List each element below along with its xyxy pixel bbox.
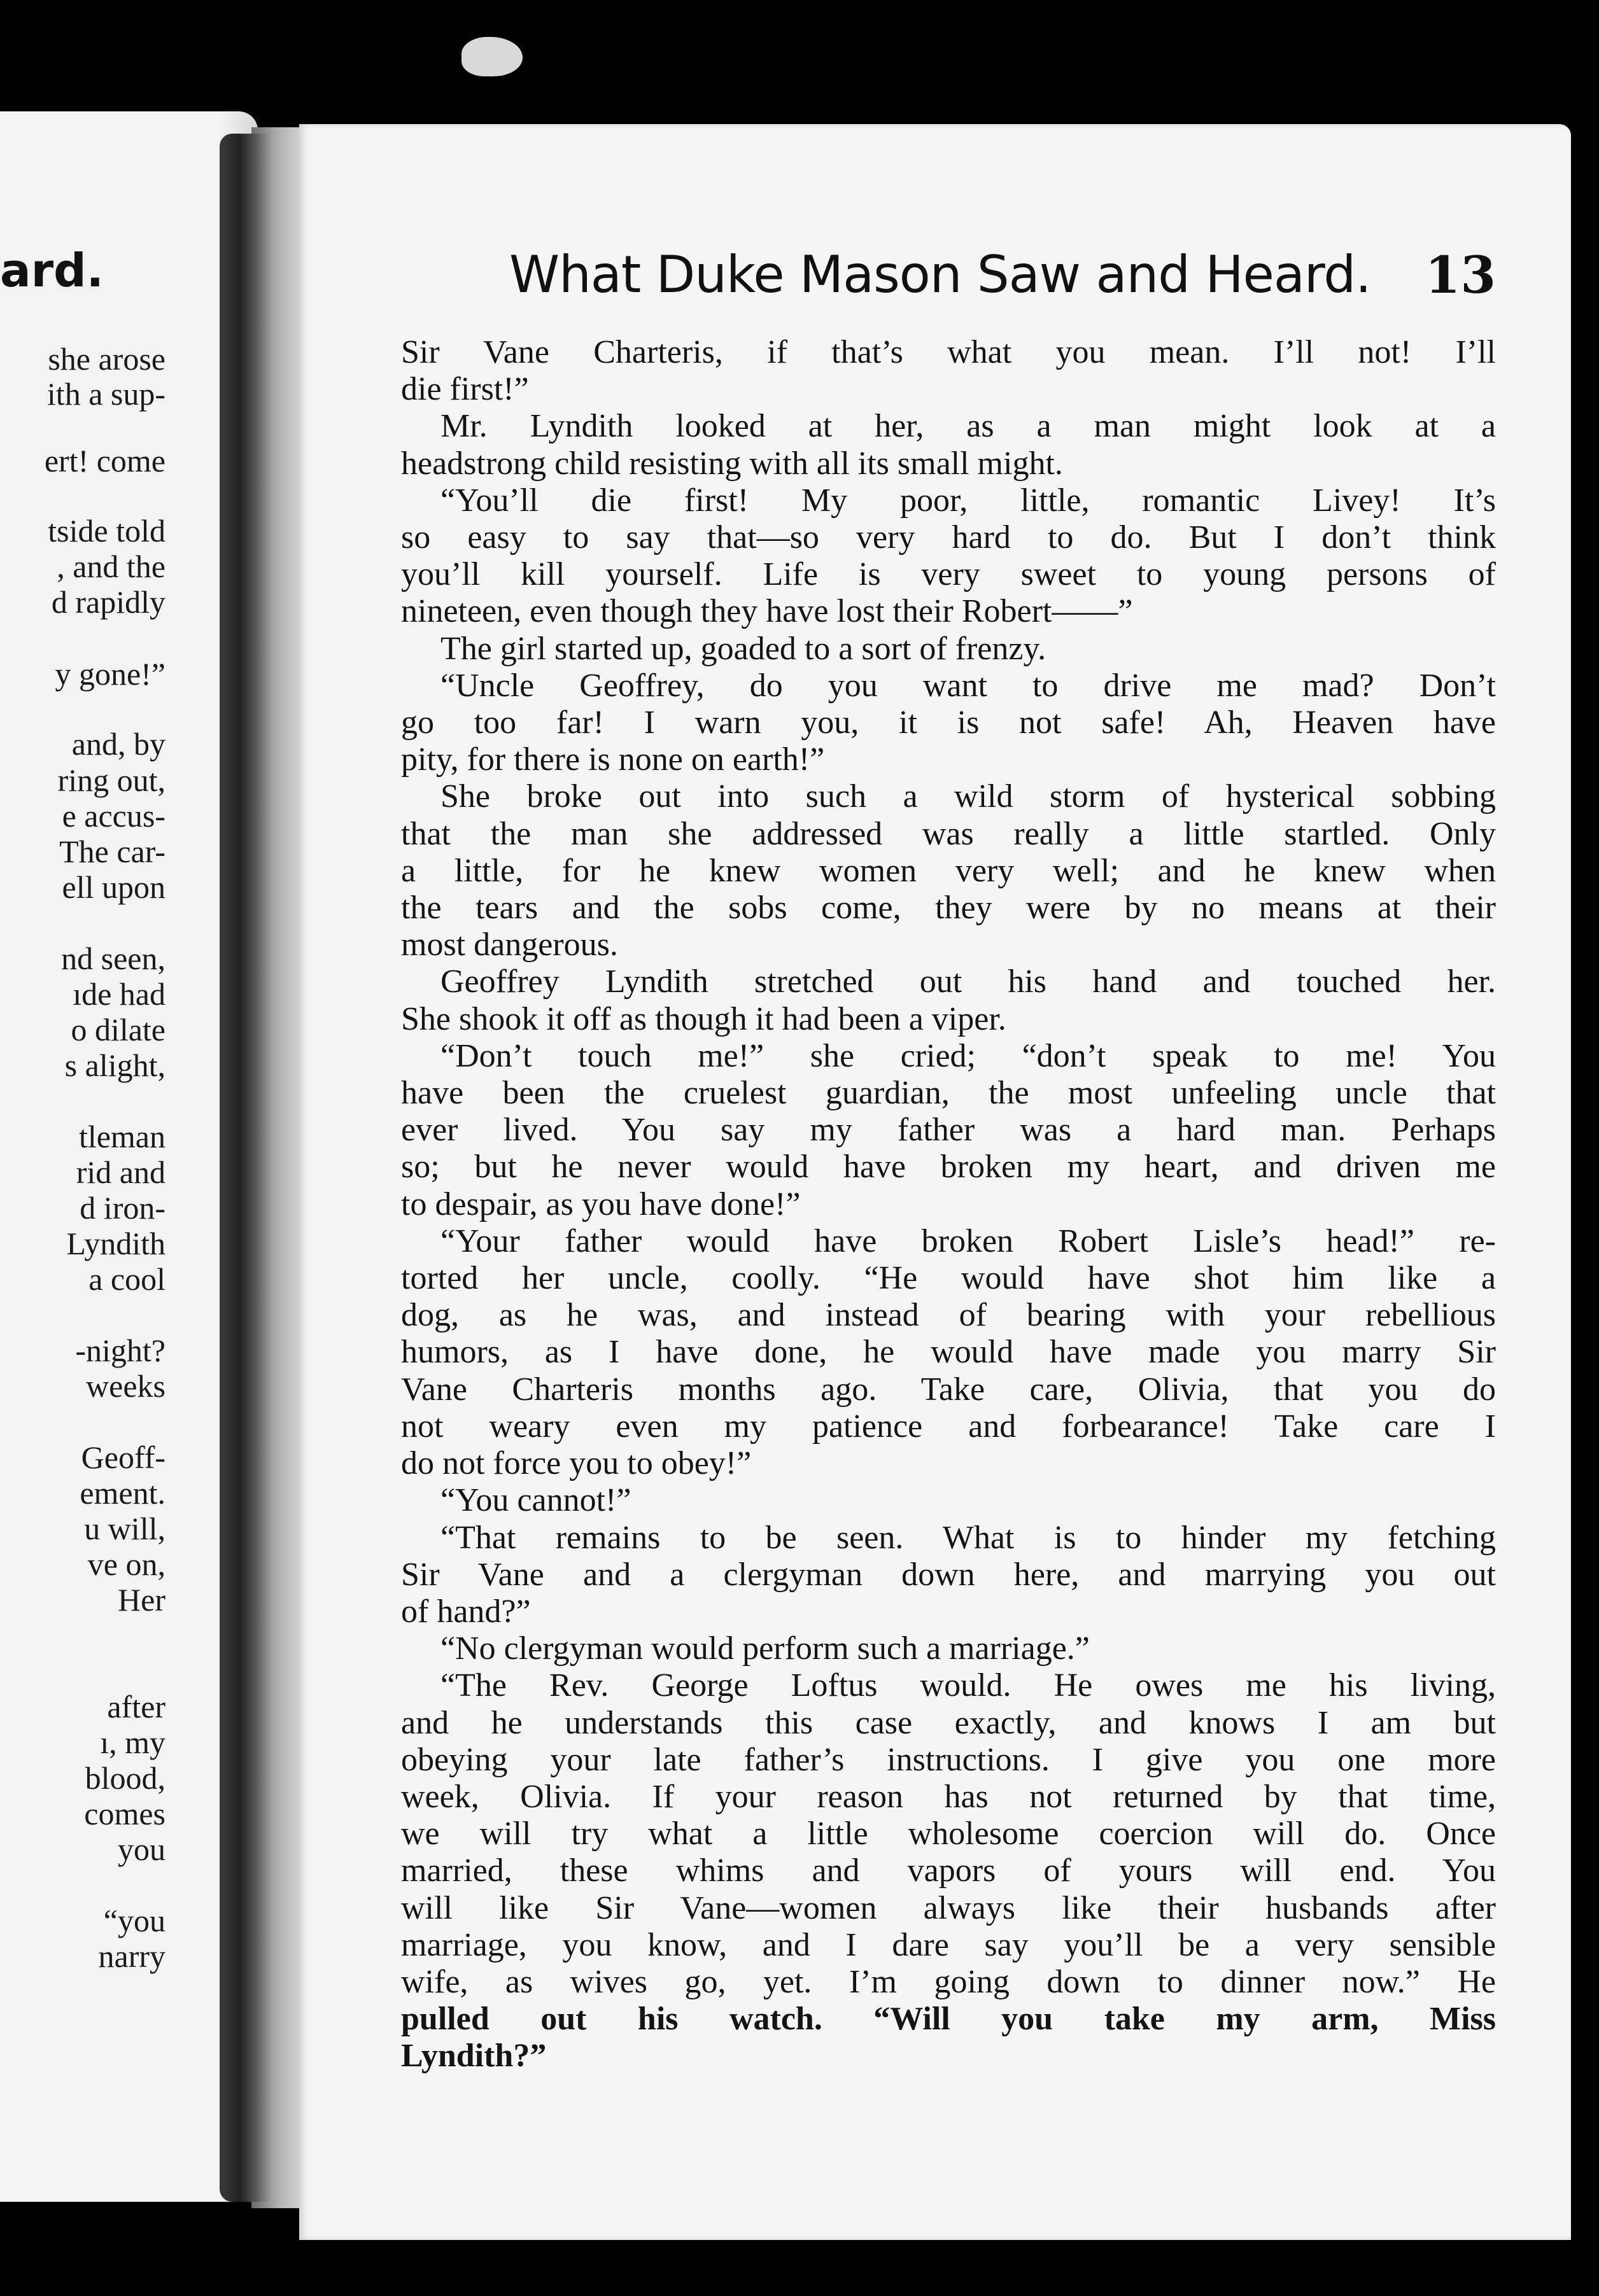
left-page-line: a cool [88,1261,166,1297]
left-page-line: ı, my [100,1725,166,1760]
text-line: humors, as I have done, he would have made you marry Sir [401,1334,1496,1371]
left-page-line: tleman [78,1119,166,1154]
text-line: ever lived. You say my father was a hard man. Perhaps [401,1112,1496,1149]
text-line: wife, as wives go, yet. I’m going down to dinner now.” He [401,1963,1496,2000]
left-page-line: Geoff- [81,1439,166,1475]
text-line: most dangerous. [401,927,618,963]
text-line: the tears and the sobs come, they were by no means at their [401,890,1496,927]
left-page-line: -night? [75,1333,166,1368]
body-text [401,334,1496,2075]
text-line: a little, for he knew women very well; and he knew when [401,852,1496,889]
text-line: “You cannot!” [440,1482,631,1519]
left-page-line: d rapidly [51,584,166,620]
text-line: Sir Vane Charteris, if that’s what you mean. I’ll not! I’ll [401,334,1496,370]
text-line: “Uncle Geoffrey, do you want to drive me mad? Don’t [440,667,1496,704]
text-line: headstrong child resisting with all its small might. [401,445,1063,482]
left-page-line: , and the [57,549,166,584]
text-line: obeying your late father’s instructions. I give you one more [401,1741,1496,1778]
scan-dust-spot [461,37,523,76]
text-line: we will try what a little wholesome coercion will do. Once [401,1816,1496,1852]
book-spine [220,134,271,2202]
left-page-line: e accus- [62,798,166,834]
left-page-line: s alight, [64,1047,166,1083]
text-line: torted her uncle, coolly. “He would have shot him like a [401,1260,1496,1297]
text-line: Vane Charteris months ago. Take care, Olivia, that you do [401,1371,1496,1408]
text-line: that the man she addressed was really a little startled. Only [401,815,1496,852]
text-line: have been the cruelest guardian, the most unfeeling uncle that [401,1075,1496,1112]
left-page-line: and, by [71,726,166,762]
left-page-line: she arose [48,341,166,377]
text-line: married, these whims and vapors of yours will end. You [401,1852,1496,1889]
left-page-line: ement. [80,1475,166,1511]
text-line: and he understands this case exactly, and knows I am but [401,1704,1496,1741]
text-line: week, Olivia. If your reason has not returned by that time, [401,1778,1496,1815]
text-line: She broke out into such a wild storm of hysterical sobbing [440,778,1496,815]
left-page-line: tside told [48,513,166,549]
text-line: pity, for there is none on earth!” [401,741,825,778]
text-line: Lyndith?” [401,2038,547,2075]
text-line: you’ll kill yourself. Life is very sweet to young persons of [401,556,1496,593]
left-page-line: ıde had [73,976,166,1012]
text-line: She shook it off as though it had been a viper. [401,1000,1006,1037]
text-line: “Don’t touch me!” she cried; “don’t speak to me! You [440,1037,1496,1074]
text-line: not weary even my patience and forbearance! Take care I [401,1408,1496,1445]
text-line: so easy to say that—so very hard to do. But I don’t think [401,519,1496,556]
running-title: What Duke Mason Saw and Heard. [509,245,1371,304]
left-page-line: u will, [84,1511,166,1546]
text-line: “The Rev. George Loftus would. He owes me his living, [440,1667,1496,1704]
left-page-line: “you [103,1903,166,1938]
left-page-line: y gone!” [55,656,166,692]
text-line: will like Sir Vane—women always like their husbands after [401,1889,1496,1926]
text-line: of hand?” [401,1593,531,1630]
text-line: Sir Vane and a clergyman down here, and marrying you out [401,1556,1496,1593]
left-page-line: you [118,1831,166,1867]
text-line: “No clergyman would perform such a marriage.” [440,1630,1090,1667]
left-page-line: weeks [86,1368,166,1404]
left-page-line: rid and [76,1154,166,1190]
text-line: “That remains to be seen. What is to hinder my fetching [440,1519,1496,1556]
left-page-line: after [107,1689,166,1725]
left-page-line: comes [84,1796,166,1831]
left-page-line: ith a sup- [46,376,166,412]
left-page-line: ell upon [62,869,166,905]
right-page [299,124,1571,2240]
left-page-header-fragment: ard. [0,244,104,297]
left-page-line: The car- [59,834,166,869]
text-line: go too far! I warn you, it is not safe! Ah, Heaven have [401,704,1496,741]
left-page-line: Her [118,1582,166,1618]
text-line: Mr. Lyndith looked at her, as a man might look at a [440,408,1496,445]
text-line: nineteen, even though they have lost their Robert——” [401,593,1133,630]
text-line: so; but he never would have broken my heart, and driven me [401,1149,1496,1186]
page-number: 13 [1425,245,1496,305]
left-page-line: blood, [85,1760,166,1796]
left-page-line: narry [98,1938,166,1974]
left-page-line: ve on, [87,1546,166,1582]
text-line: “You’ll die first! My poor, little, romantic Livey! It’s [440,482,1496,519]
text-line: to despair, as you have done!” [401,1186,801,1222]
text-line: dog, as he was, and instead of bearing with your rebellious [401,1297,1496,1334]
left-page-line: ert! come [44,443,166,479]
left-page-line: d iron- [80,1190,166,1226]
left-page-line: Lyndith [66,1226,166,1261]
text-line: Geoffrey Lyndith stretched out his hand and touched her. [440,963,1496,1000]
left-page-line: ring out, [57,762,166,798]
text-line: die first!” [401,371,529,408]
running-header [509,245,1496,315]
left-page-line: nd seen, [61,941,166,976]
text-line: marriage, you know, and I dare say you’ll be a very sensible [401,1926,1496,1963]
left-page-line: o dilate [71,1012,166,1047]
text-line: The girl started up, goaded to a sort of frenzy. [440,630,1046,667]
text-line: “Your father would have broken Robert Lisle’s head!” re- [440,1222,1496,1259]
text-line: do not force you to obey!” [401,1445,752,1482]
text-line: pulled out his watch. “Will you take my arm, Miss [401,2001,1496,2038]
